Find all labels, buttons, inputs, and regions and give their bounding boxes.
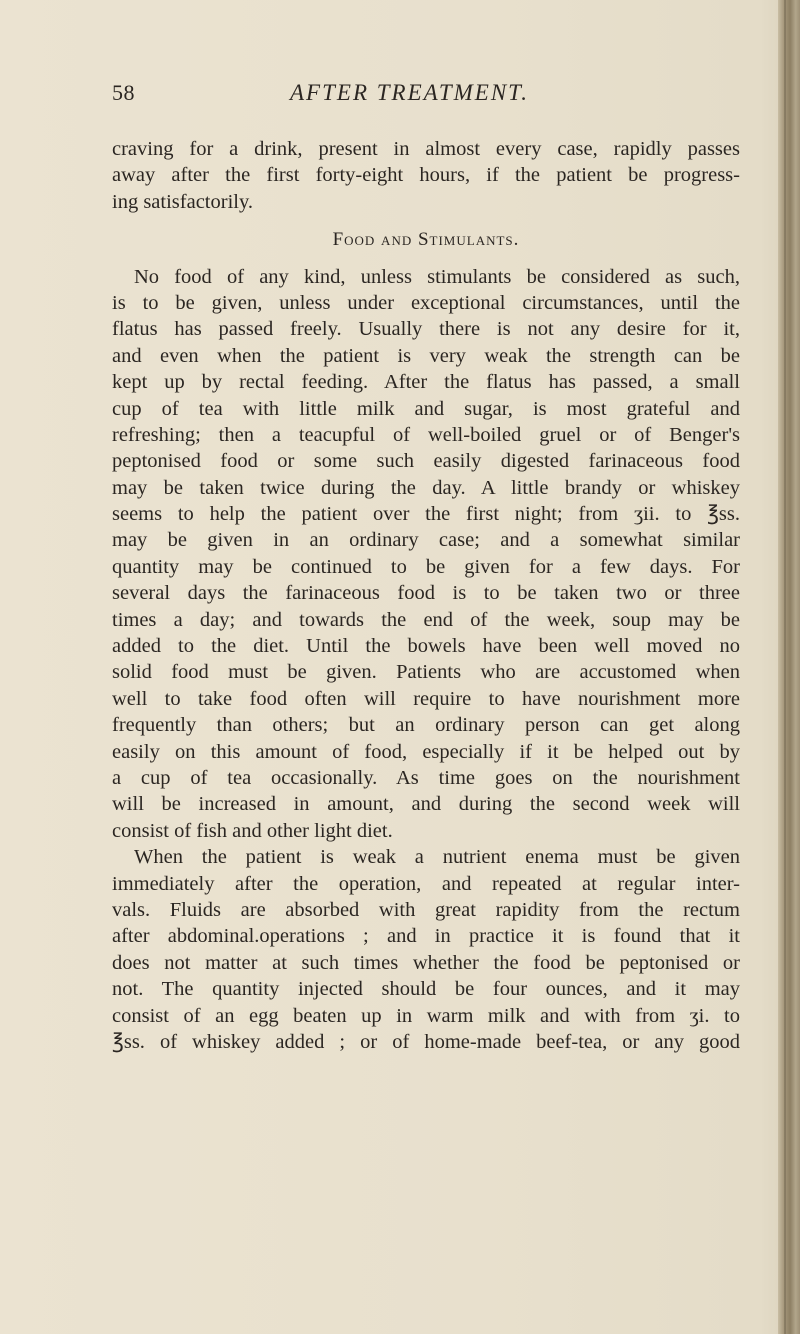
text-line: times a day; and towards the end of the week, soup may be [112,608,740,631]
text-line: ℥ss. of whiskey added ; or of home-made beef-tea, or any good [112,1030,740,1053]
text-line: vals. Fluids are absorbed with great rapidity from the rectum [112,898,740,921]
text-line: refreshing; then a teacupful of well-boiled gruel or of Benger's [112,423,740,446]
text-line: frequently than others; but an ordinary person can get along [112,714,740,737]
text-line: after abdominal.operations ; and in practice it is found that it [112,925,740,948]
text-line: cup of tea with little milk and sugar, is most grateful and [112,397,740,420]
page-header [112,80,732,114]
text-line: easily on this amount of food, especially if it be helped out by [112,740,740,763]
text-line: seems to help the patient over the first night; from ʒii. to ℥ss. [112,503,740,526]
text-line: consist of fish and other light diet. [112,819,393,842]
text-line: may be given in an ordinary case; and a somewhat similar [112,529,740,552]
text-line: quantity may be continued to be given for a few days. For [112,555,740,578]
text-line: away after the first forty-eight hours, if the patient be progress- [112,164,740,187]
text-line: When the patient is weak a nutrient enema must be given [134,846,740,869]
text-line: does not matter at such times whether the food be peptonised or [112,951,740,974]
text-line: not. The quantity injected should be four ounces, and it may [112,978,740,1001]
text-line: immediately after the operation, and repeated at regular inter- [112,872,740,895]
text-line: a cup of tea occasionally. As time goes on the nourishment [112,766,740,789]
text-line: peptonised food or some such easily digested farinaceous food [112,450,740,473]
text-line: added to the diet. Until the bowels have been well moved no [112,635,740,658]
text-line: craving for a drink, present in almost every case, rapidly passes [112,138,740,160]
section-heading: Food and Stimulants. [332,229,520,251]
text-line: is to be given, unless under exceptional circumstances, until the [112,291,740,314]
text-line: ing satisfactorily. [112,190,253,213]
text-line: solid food must be given. Patients who are accustomed when [112,661,740,684]
text-line: several days the farinaceous food is to be taken two or three [112,582,740,605]
body-text [112,136,740,1055]
text-line: may be taken twice during the day. A little brandy or whiskey [112,476,740,499]
text-line: will be increased in amount, and during the second week will [112,793,740,816]
running-head: AFTER TREATMENT. [290,80,529,105]
text-line: well to take food often will require to have nourishment more [112,687,740,710]
text-line: flatus has passed freely. Usually there is not any desire for it, [112,318,740,341]
text-line: No food of any kind, unless stimulants be considered as such, [134,265,740,288]
text-line: and even when the patient is very weak the strength can be [112,344,740,367]
text-line: kept up by rectal feeding. After the flatus has passed, a small [112,371,740,394]
page-number: 58 [112,80,135,105]
text-line: consist of an egg beaten up in warm milk and with from ʒi. to [112,1004,740,1027]
page-edge-shadow [778,0,800,1334]
